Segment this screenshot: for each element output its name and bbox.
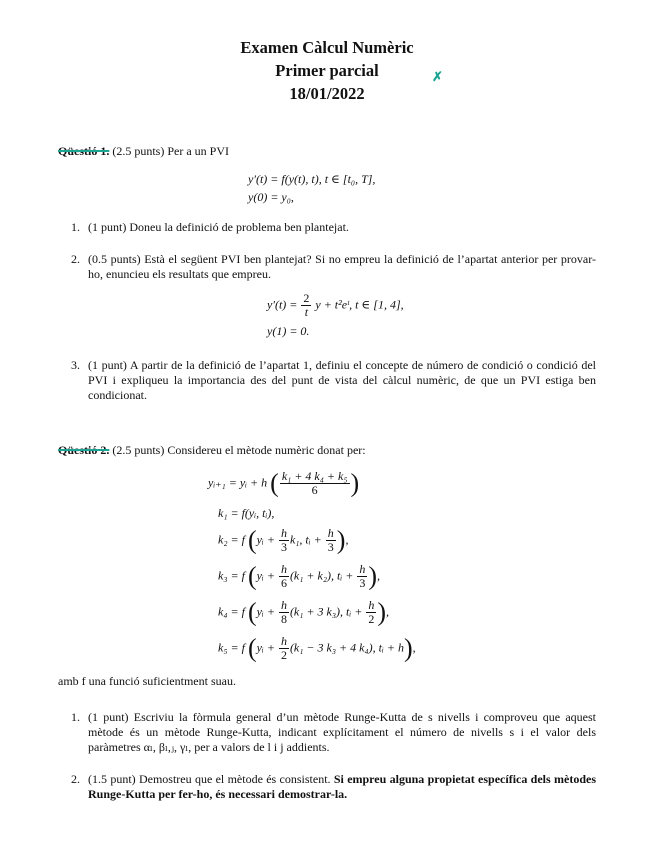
item-number: 2.	[71, 252, 80, 266]
item-text: (1 punt) Doneu la definició de problema ben plantejat.	[88, 220, 349, 234]
method-k4	[218, 599, 389, 626]
fraction-numerator: h	[280, 598, 287, 612]
pvi2-equation-1	[267, 292, 404, 319]
fraction-numerator: h	[359, 562, 366, 576]
fraction	[301, 292, 311, 319]
exam-title: Examen Càlcul Numèric	[240, 38, 414, 57]
question-1-label: Qüestió 1.	[58, 144, 110, 158]
k-end: ,	[377, 568, 381, 583]
k-end: ,	[412, 640, 416, 655]
paren-right: )	[350, 468, 360, 498]
pvi-equation-2: y(0) = y₀,	[248, 190, 294, 204]
fraction	[279, 527, 289, 554]
method-y-equation	[208, 470, 359, 497]
question-1-heading	[58, 144, 229, 159]
fraction-numerator: h	[368, 598, 375, 612]
method-k5	[218, 635, 416, 662]
paren-left: (	[247, 561, 257, 591]
method-k2	[218, 527, 348, 554]
item-text: (0.5 punts) Està el següent PVI ben plantejat? Si no empreu la definició de l’apartat anterior per provar-ho, enuncieu els resultats que empreu.	[88, 252, 596, 281]
paren-left: (	[247, 633, 257, 663]
paren-left: (	[247, 525, 257, 555]
fraction	[279, 599, 289, 626]
method-k3	[218, 563, 380, 590]
item-number: 3.	[71, 358, 80, 372]
item-text: (1 punt) Escriviu la fòrmula general d’un mètode Runge-Kutta de s nivells i comproveu que aquest mètode és un mètode Runge-Kutta, indicant explícitament el número de nivells s i el valor dels paràmetres αₗ, βₗ,ⱼ, γₗ, per a valors de l i j addients.	[88, 710, 596, 754]
k-term: yᵢ +	[256, 568, 275, 583]
question-2-outro: amb f una funció suficientment suau.	[58, 674, 236, 688]
k-lhs: k₃ = f	[218, 568, 245, 583]
fraction-denominator: 3	[280, 540, 287, 554]
k-term: (k₁ − 3 k₃ + 4 k₄), tᵢ + h	[289, 640, 404, 655]
fraction	[279, 563, 289, 590]
fraction-denominator: 2	[280, 648, 287, 662]
fraction-denominator: 8	[280, 612, 287, 626]
fraction-numerator: h	[280, 562, 287, 576]
question-1-intro: (2.5 punts) Per a un PVI	[112, 144, 229, 158]
question-1-item-3	[71, 358, 596, 403]
handwritten-cross-mark: ✗	[432, 69, 443, 84]
pvi2-lhs: y′(t) =	[267, 297, 298, 312]
item-text: (1 punt) A partir de la definició de l’apartat 1, definiu el concepte de número de condició o condició del PVI i expliqueu la importancia des del punt de vista del càlcul numèric, de que un PVI estiga ben condicionat.	[88, 358, 596, 402]
item-number: 2.	[71, 772, 80, 786]
k-lhs: k₂ = f	[218, 532, 245, 547]
pvi2-equation-2: y(1) = 0.	[267, 324, 310, 338]
paren-right: )	[368, 561, 378, 591]
k-end: ,	[386, 604, 390, 619]
y-lhs: yᵢ₊₁ = yᵢ + h	[208, 475, 268, 490]
k-term: yᵢ +	[256, 604, 275, 619]
paren-right: )	[403, 633, 413, 663]
question-2-item-2	[71, 772, 596, 802]
item-number: 1.	[71, 220, 80, 234]
pvi-equation-1: y′(t) = f(y(t), t), t ∈ [t₀, T],	[248, 172, 376, 186]
k-term: yᵢ +	[256, 640, 275, 655]
k-term: yᵢ +	[256, 532, 275, 547]
fraction-numerator: 2	[303, 291, 310, 305]
question-1-item-2	[71, 252, 596, 282]
item-number: 1.	[71, 710, 80, 724]
fraction-numerator: k₁ + 4 k₄ + k₅	[281, 469, 348, 483]
k-lhs: k₄ = f	[218, 604, 245, 619]
question-2-intro: (2.5 punts) Considereu el mètode numèric donat per:	[112, 443, 366, 457]
item-bold-note: Si empreu alguna propietat específica dels mètodes Runge-Kutta per fer-ho, és necessari demostrar-la.	[88, 772, 596, 801]
fraction-denominator: t	[304, 305, 309, 319]
paren-right: )	[336, 525, 346, 555]
question-2-label: Qüestió 2.	[58, 443, 110, 457]
fraction-denominator: 3	[327, 540, 334, 554]
pvi2-rhs: y + t²eᵗ, t ∈ [1, 4],	[315, 297, 404, 312]
fraction-denominator: 3	[359, 576, 366, 590]
exam-subtitle: Primer parcial	[275, 61, 379, 80]
fraction-denominator: 2	[368, 612, 375, 626]
fraction	[326, 527, 336, 554]
paren-left: (	[247, 597, 257, 627]
question-2-heading	[58, 443, 366, 458]
k-term: (k₁ + k₂), tᵢ +	[289, 568, 354, 583]
k-end: ,	[345, 532, 349, 547]
fraction-numerator: h	[280, 634, 287, 648]
fraction	[357, 563, 367, 590]
exam-date: 18/01/2022	[289, 84, 365, 103]
fraction	[280, 470, 350, 497]
k-term: k₁, tᵢ +	[289, 532, 322, 547]
k-lhs: k₅ = f	[218, 640, 245, 655]
fraction	[366, 599, 376, 626]
question-1-item-1	[71, 220, 596, 235]
question-2-item-1	[71, 710, 596, 755]
fraction-denominator: 6	[280, 576, 287, 590]
fraction	[279, 635, 289, 662]
paren-right: )	[377, 597, 387, 627]
method-k1: k₁ = f(yᵢ, tᵢ),	[218, 506, 275, 520]
fraction-denominator: 6	[311, 483, 318, 497]
paren-left: (	[270, 468, 279, 498]
fraction-numerator: h	[327, 526, 334, 540]
fraction-numerator: h	[280, 526, 287, 540]
k-term: (k₁ + 3 k₃), tᵢ +	[289, 604, 363, 619]
item-text: (1.5 punt) Demostreu que el mètode és consistent.	[88, 772, 331, 786]
